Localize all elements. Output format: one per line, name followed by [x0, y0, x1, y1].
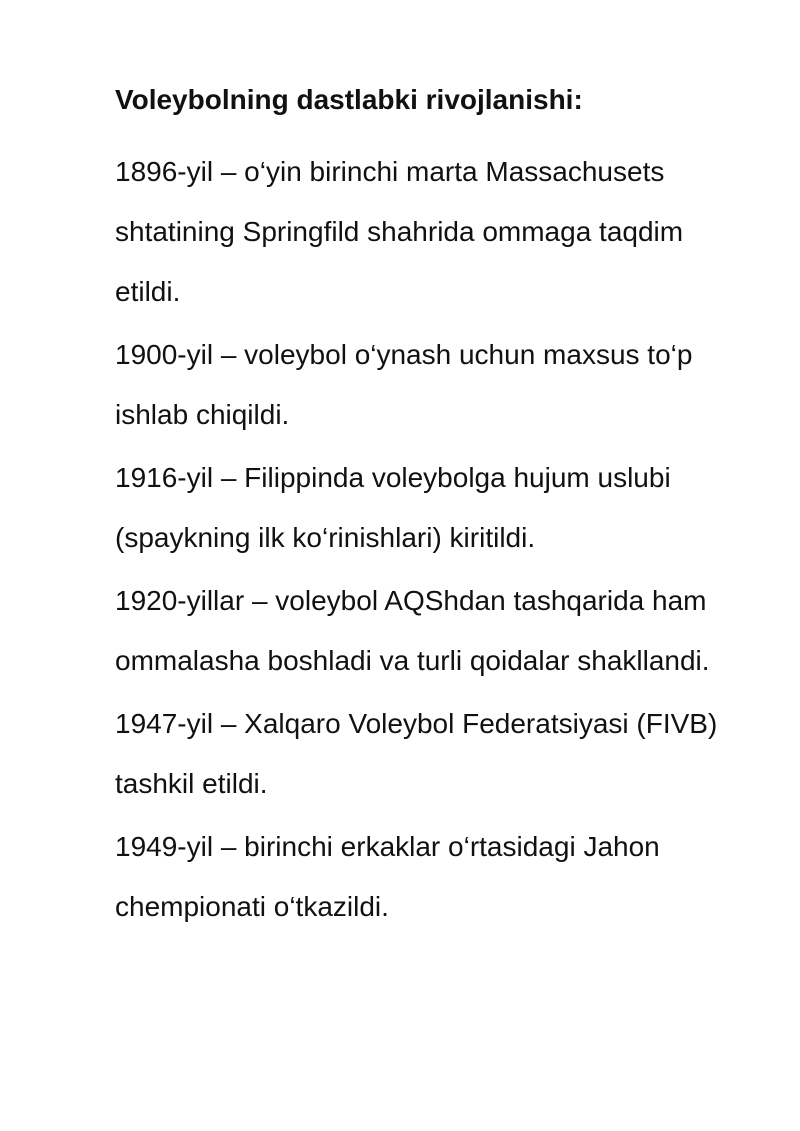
- timeline-entry-1949: 1949-yil – birinchi erkaklar o‘rtasidagi Jahon chempionati o‘tkazildi.: [115, 831, 660, 922]
- timeline-entry-1947: 1947-yil – Xalqaro Voleybol Federatsiyasi (FIVB) tashkil etildi.: [115, 708, 718, 799]
- timeline-entry-1916: 1916-yil – Filippinda voleybolga hujum uslubi (spaykning ilk ko‘rinishlari) kiritildi.: [115, 462, 671, 553]
- timeline-list: [115, 142, 740, 937]
- document-heading: Voleybolning dastlabki rivojlanishi:: [115, 84, 583, 115]
- timeline-entry-1896: 1896-yil – o‘yin birinchi marta Massachusets shtatining Springfild shahrida ommaga taqdim etildi.: [115, 156, 684, 307]
- timeline-entry-1920s: 1920-yillar – voleybol AQShdan tashqarida ham ommalasha boshladi va turli qoidalar shakllandi.: [115, 585, 710, 676]
- timeline-entry-1900: 1900-yil – voleybol o‘ynash uchun maxsus to‘p ishlab chiqildi.: [115, 339, 693, 430]
